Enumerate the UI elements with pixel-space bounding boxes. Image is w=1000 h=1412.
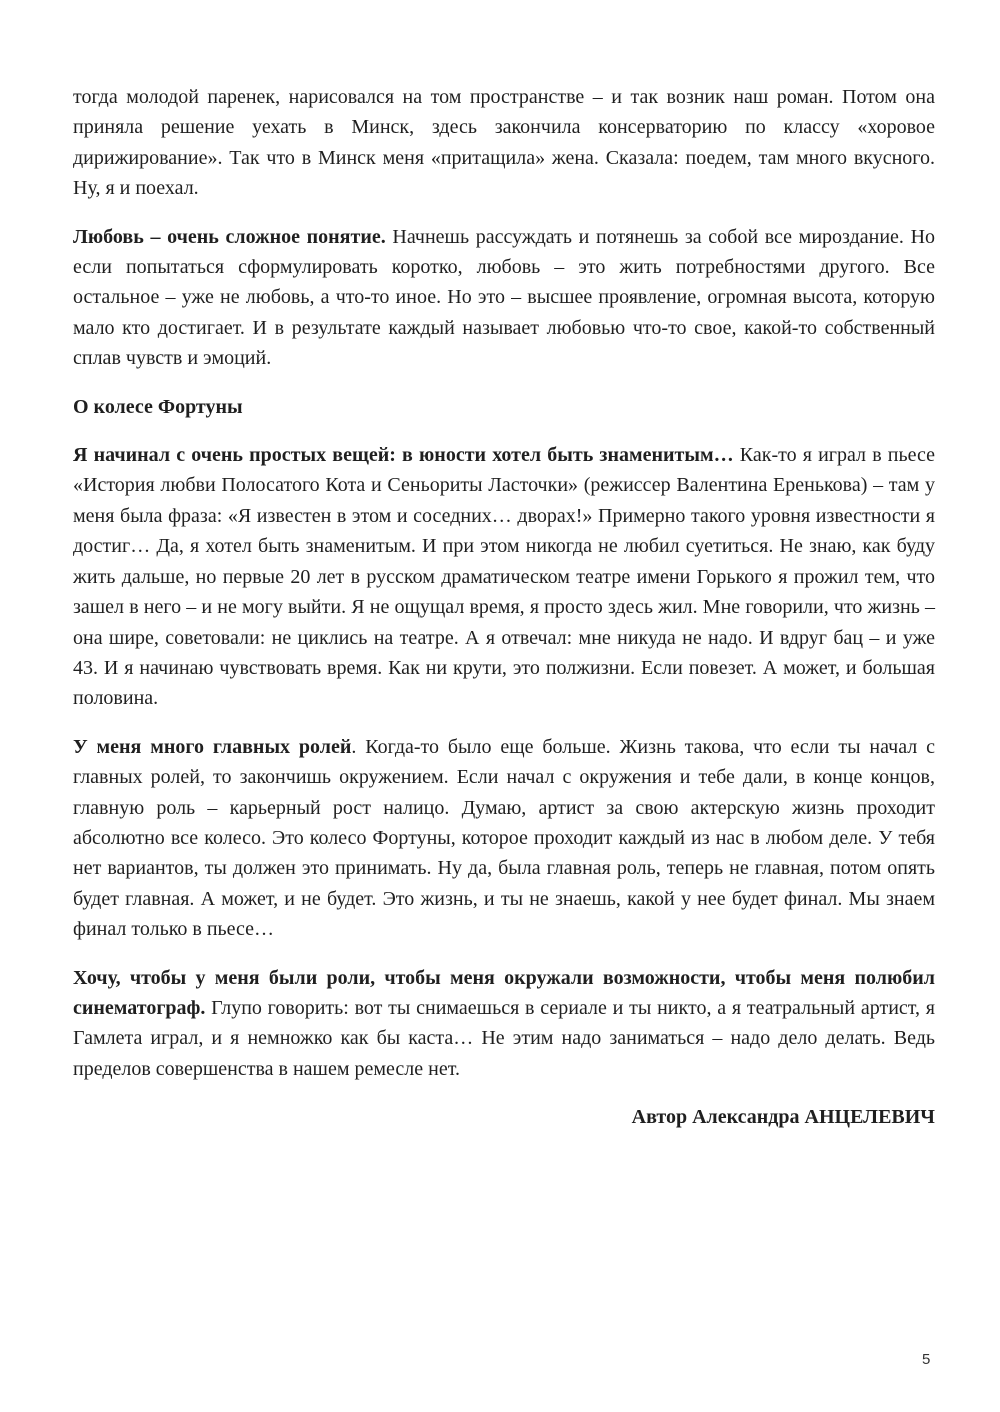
paragraph-text: Как-то я играл в пьесе «История любви Полосатого Кота и Сеньориты Ласточки» (режиссер Валентина Еренькова) – там у меня была фраза: «Я известен в этом и соседних… дворах!» Примерно такого уровня известности я достиг… Да, я хотел быть знаменитым. И при этом никогда не любил суетиться. Не знаю, как буду жить дальше, но первые 20 лет в русском драматическом театре имени Горького я прожил тем, что зашел в него – и не могу выйти. Я не ощущал время, я просто здесь жил. Мне говорили, что жизнь – она шире, советовали: не циклись на театре. А я отвечал: мне никуда не надо. И вдруг бац – и уже 43. И я начинаю чувствовать время. Как ни крути, это полжизни. Если повезет. А может, и большая половина.: [73, 444, 935, 710]
paragraph-lead: Я начинал с очень простых вещей: в юности хотел быть знаменитым…: [73, 444, 734, 467]
paragraph-lead: Любовь – очень сложное понятие.: [73, 225, 386, 248]
paragraph-text: Начнешь рассуждать и потянешь за собой все мироздание. Но если попытаться сформулировать коротко, любовь – это жить потребностями другого. Все остальное – уже не любовь, а что-то иное. Но это – высшее проявление, огромная высота, которую мало кто достигает. И в результате каждый называет любовью что-то свое, какой-то собственный сплав чувств и эмоций.: [73, 225, 936, 370]
paragraph-fame: [73, 440, 935, 714]
paragraph-text: . Когда-то было еще больше. Жизнь такова, что если ты начал с главных ролей, то закончишь окружением. Если начал с окружения и тебе дали, в конце концов, главную роль – карьерный рост налицо. Думаю, артист за свою актерскую жизнь проходит абсолютно все колесо. Это колесо Фортуны, которое проходит каждый из нас в любом деле. У тебя нет вариантов, ты должен это принимать. Ну да, была главная роль, теперь не главная, потом опять будет главная. А может, и не будет. Это жизнь, и ты не знаешь, какой у нее будет финал. Мы знаем финал только в пьесе…: [73, 735, 935, 941]
section-heading: О колесе Фортуны: [73, 395, 243, 418]
paragraph-lead: Хочу, чтобы у меня были роли, чтобы меня окружали возможности, чтобы меня полюбил синематограф.: [73, 966, 935, 1019]
paragraph-text: тогда молодой паренек, нарисовался на том пространстве – и так возник наш роман. Потом она приняла решение уехать в Минск, здесь закончила консерваторию по классу «хоровое дирижирование». Так что в Минск меня «притащила» жена. Сказала: поедем, там много вкусного. Ну, я и поехал.: [73, 86, 935, 200]
author-credit: Автор Александра АНЦЕЛЕВИЧ: [631, 1106, 935, 1129]
paragraph-love: [73, 222, 935, 374]
article-body: [73, 82, 935, 1133]
paragraph-cinema: [73, 963, 935, 1085]
paragraph-intro: [73, 82, 935, 204]
page-number: 5: [922, 1351, 931, 1368]
paragraph-roles: [73, 732, 935, 945]
paragraph-lead: У меня много главных ролей: [73, 735, 352, 758]
paragraph-text: Глупо говорить: вот ты снимаешься в сериале и ты никто, а я театральный артист, я Гамлета играл, и я немножко как бы каста… Не этим надо заниматься – надо дело делать. Ведь пределов совершенства в нашем ремесле нет.: [73, 996, 935, 1080]
